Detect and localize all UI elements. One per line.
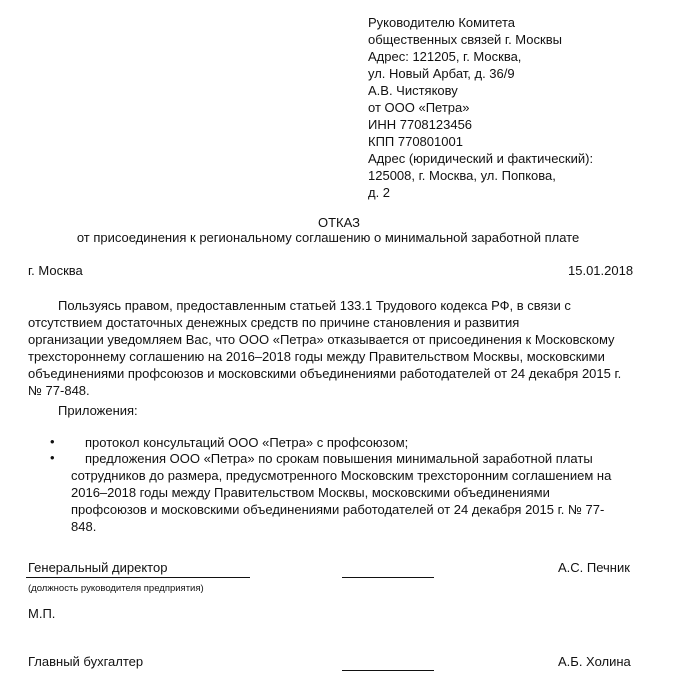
addressee-block: [368, 14, 593, 201]
addressee-line: Адрес (юридический и фактический):: [368, 151, 594, 166]
stamp-placeholder: М.П.: [28, 606, 56, 621]
accountant-name: А.Б. Холина: [558, 654, 631, 669]
attachment-line: 848.: [71, 519, 97, 534]
attachment-item: [71, 450, 612, 535]
addressee-line: Адрес: 121205, г. Москва,: [368, 49, 522, 64]
director-signature-line: [342, 577, 434, 578]
attachment-line: предложения ООО «Петра» по срокам повышения минимальной заработной платы: [85, 451, 593, 466]
addressee-line: ул. Новый Арбат, д. 36/9: [368, 66, 515, 81]
addressee-line: общественных связей г. Москвы: [368, 32, 562, 47]
addressee-line: д. 2: [368, 185, 391, 200]
attachment-line: протокол консультаций ООО «Петра» с профсоюзом;: [85, 435, 409, 450]
date: 15.01.2018: [568, 263, 634, 278]
director-name: А.С. Печник: [558, 560, 630, 575]
addressee-line: Руководителю Комитета: [368, 15, 515, 30]
city: г. Москва: [28, 263, 83, 278]
director-title-line: [26, 577, 250, 578]
body-line: № 77-848.: [28, 383, 90, 398]
body-line: Пользуясь правом, предоставленным статьей 133.1 Трудового кодекса РФ, в связи с: [58, 298, 571, 313]
director-note: (должность руководителя предприятия): [28, 583, 204, 594]
addressee-line: А.В. Чистякову: [368, 83, 458, 98]
attachment-item: [85, 434, 408, 451]
director-title: Генеральный директор: [28, 560, 168, 575]
body-line: отсутствием достаточных денежных средств по причине становления и развития: [28, 315, 520, 330]
accountant-signature-line: [342, 670, 434, 671]
document-title: ОТКАЗ: [317, 215, 360, 230]
attachment-line: профсоюзов и московскими объединениями работодателей от 24 декабря 2015 г. № 77-: [71, 502, 605, 517]
addressee-line: от ООО «Петра»: [368, 100, 470, 115]
attachment-line: сотрудников до размера, предусмотренного Московским трехсторонним соглашением на: [71, 468, 612, 483]
addressee-line: 125008, г. Москва, ул. Попкова,: [368, 168, 556, 183]
attachment-line: 2016–2018 годы между Правительством Москвы, московскими объединениями: [71, 485, 550, 500]
accountant-title: Главный бухгалтер: [28, 654, 144, 669]
addressee-line: ИНН 7708123456: [368, 117, 473, 132]
document-subtitle: от присоединения к региональному соглашению о минимальной заработной плате: [76, 230, 580, 245]
body-line: организации уведомляем Вас, что ООО «Петра» отказывается от присоединения к Московскому: [28, 332, 615, 347]
addressee-line: КПП 770801001: [368, 134, 463, 149]
body-line: трехстороннему соглашению на 2016–2018 годы между Правительством Москвы, московскими: [28, 349, 605, 364]
body-paragraph: [28, 297, 621, 399]
body-line: объединениями профсоюзов и московскими объединениями работодателей от 24 декабря 2015 г.: [28, 366, 622, 381]
bullet-icon: •: [50, 434, 55, 449]
bullet-icon: •: [50, 450, 55, 465]
attachments-heading: Приложения:: [58, 403, 138, 418]
